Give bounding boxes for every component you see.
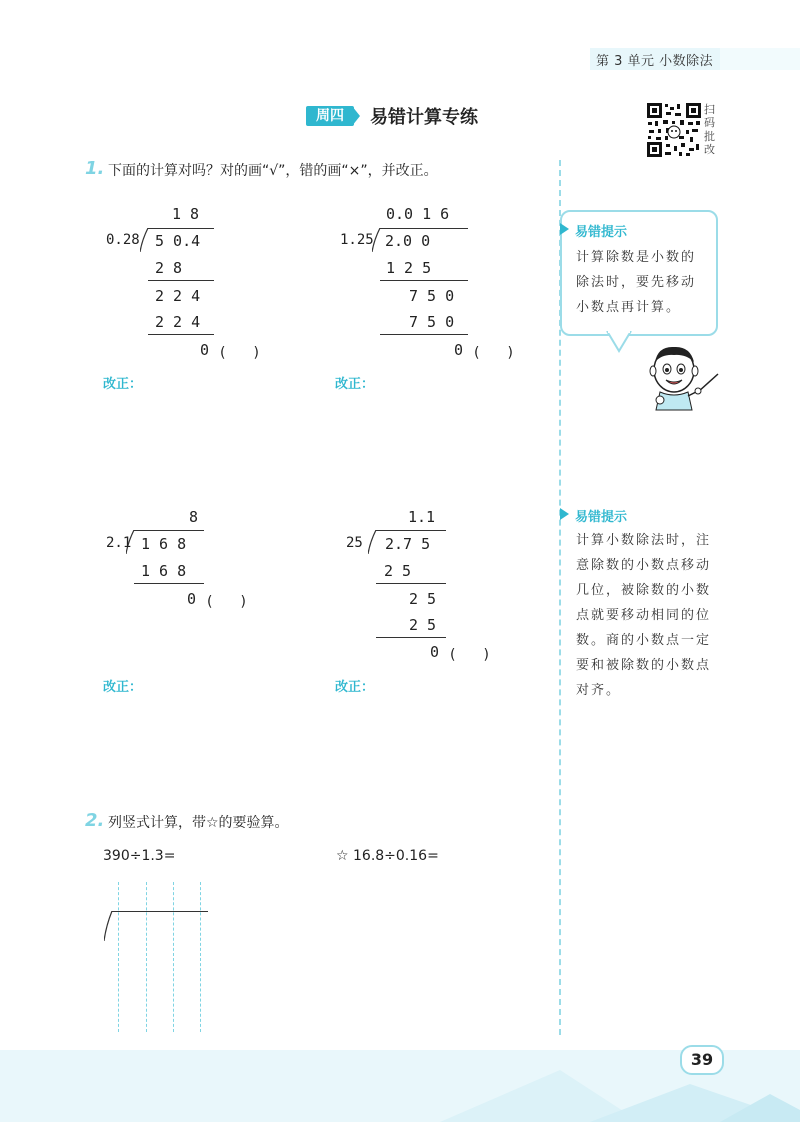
question-1-prompt: 下面的计算对吗？对的画“√”，错的画“×”，并改正。 [108,163,438,179]
step-line [134,583,204,584]
remainder: 0 [187,590,197,608]
correction-label: 改正： [335,680,375,695]
division-bar [376,530,446,531]
qr-label-3: 批 [704,130,715,143]
division-bracket [140,228,150,252]
grid-line [173,882,174,1032]
division-bar [148,228,214,229]
qr-label-2: 码 [704,116,715,129]
step-3: 7 5 0 [409,313,455,331]
quotient: 8 [189,508,199,526]
answer-parentheses[interactable]: ( ) [207,594,246,610]
page-number: 39 [680,1045,724,1075]
divisor: 0.28 [106,232,140,248]
qr-label-4: 改 [704,143,715,156]
step-1: 1 6 8 [141,562,187,580]
qr-label-1: 扫 [704,103,715,116]
step-2: 2 2 4 [155,287,201,305]
step-line [380,334,468,335]
division-bracket [368,530,378,554]
division-bar [134,530,204,531]
quotient: 1 8 [172,205,200,223]
step-1: 2 5 [384,562,412,580]
tip-body: 计算小数除法时，注意除数的小数点移动几位，被除数的小数点就要移动相同的位数。商的小数点一定要和被除数的小数点对齐。 [576,533,712,698]
tip-body: 计算除数是小数的除法时，要先移动小数点再计算。 [576,250,697,315]
footer-mountains [440,1050,800,1122]
quotient: 0.0 1 6 [386,205,450,223]
division-bar [380,228,468,229]
step-line [380,280,468,281]
quotient: 1.1 [408,508,436,526]
step-1: 2 8 [155,259,183,277]
dividend: 2.0 0 [385,232,431,250]
unit-header: 第 3 单元 小数除法 [596,54,714,69]
grid-line [118,882,119,1032]
divisor: 25 [346,535,363,551]
expression-a: 390÷1.3= [103,848,176,864]
divisor: 1.25 [340,232,374,248]
dividend: 2.7 5 [385,535,431,553]
remainder: 0 [430,643,440,661]
step-1: 1 2 5 [386,259,432,277]
answer-parentheses[interactable]: ( ) [474,345,513,361]
step-line [148,334,214,335]
expression-b: ☆ 16.8÷0.16= [336,848,439,864]
step-2: 7 5 0 [409,287,455,305]
division-bracket [104,911,114,941]
question-2-number: 2. [85,810,105,831]
grid-line [146,882,147,1032]
step-line [376,637,446,638]
qr-code-icon[interactable] [646,102,702,158]
question-1-number: 1. [85,158,105,179]
speech-tail [605,331,635,353]
tip-title: 易错提示 [575,510,628,525]
dividend: 1 6 8 [141,535,187,553]
remainder: 0 [454,341,464,359]
question-2-prompt: 列竖式计算，带☆的要验算。 [108,815,289,831]
grid-line [200,882,201,1032]
day-badge: 周四 [306,106,354,126]
correction-label: 改正： [335,377,375,392]
step-line [148,280,214,281]
dividend: 5 0.4 [155,232,201,250]
step-3: 2 5 [409,616,437,634]
correction-label: 改正： [103,377,143,392]
answer-parentheses[interactable]: ( ) [450,647,489,663]
division-bar [112,911,208,912]
remainder: 0 [200,341,210,359]
correction-label: 改正： [103,680,143,695]
divisor: 2.1 [106,535,132,551]
answer-parentheses[interactable]: ( ) [220,345,259,361]
step-2: 2 5 [409,590,437,608]
tip-arrow-icon [560,223,569,235]
tip-arrow-icon [560,508,569,520]
page-title: 易错计算专练 [370,107,478,128]
cartoon-boy-icon [640,342,720,412]
step-line [376,583,446,584]
badge-arrow [352,106,360,126]
tip-title: 易错提示 [575,225,628,240]
step-3: 2 2 4 [155,313,201,331]
